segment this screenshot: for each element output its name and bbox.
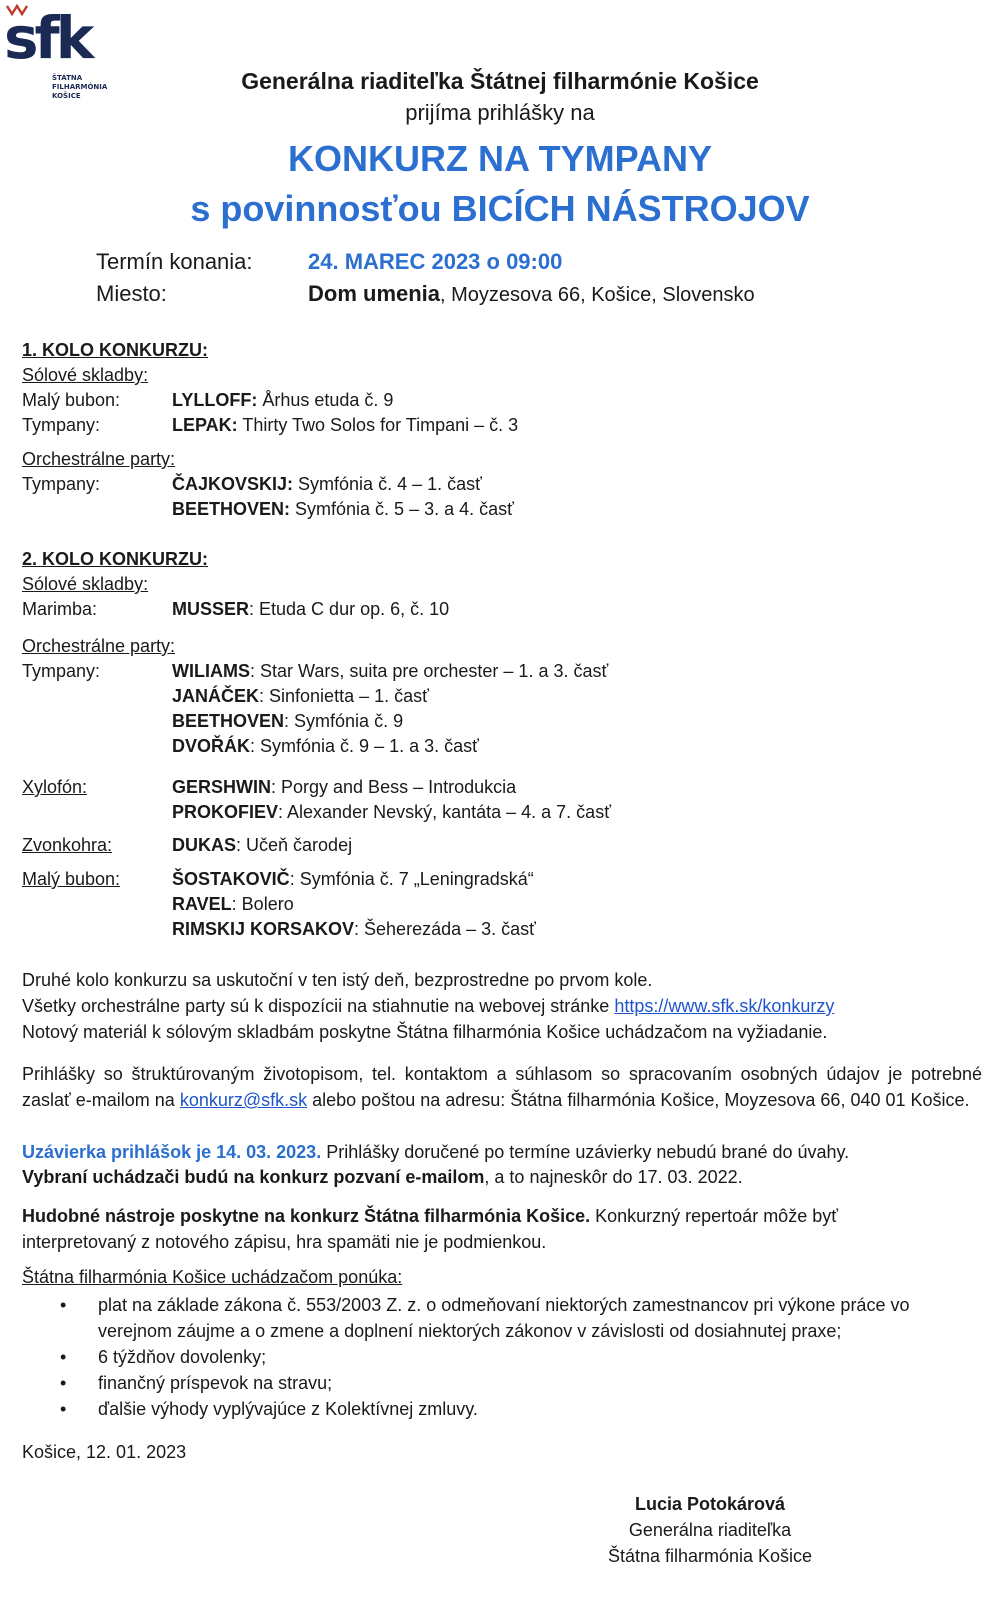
place-date: Košice, 12. 01. 2023	[22, 1442, 187, 1462]
work: Symfónia č. 5 – 3. a 4. časť	[290, 499, 514, 519]
round2-solo-heading: Sólové skladby:	[22, 574, 149, 594]
instruments-bold: Hudobné nástroje poskytne na konkurz Štátna filharmónia Košice.	[22, 1206, 591, 1226]
round1-solo-label-2: Tympany:	[22, 415, 101, 435]
round2-xylo-piece-1	[172, 777, 516, 798]
email-link[interactable]: konkurz@sfk.sk	[179, 1090, 308, 1110]
bullet-icon: •	[60, 1373, 67, 1393]
round1-solo-piece-2	[172, 415, 518, 436]
round2-timp-piece-4	[172, 736, 479, 757]
notes-line-3: Notový materiál k sólovým skladbám poskytne Štátna filharmónia Košice uchádzačom na vyžiadanie.	[22, 1022, 828, 1042]
instruments-paragraph	[22, 1203, 922, 1255]
composer: JANÁČEK	[172, 686, 260, 706]
logo-line-3: KOŠICE	[52, 92, 81, 100]
apply-paragraph	[22, 1061, 982, 1113]
composer: RIMSKIJ KORSAKOV	[172, 919, 355, 939]
round1-solo-label-1: Malý bubon:	[22, 390, 121, 410]
round2-heading: 2. KOLO KONKURZU:	[22, 549, 208, 569]
work: : Alexander Nevský, kantáta – 4. a 7. časť	[278, 802, 611, 822]
round2-snare-piece-1	[172, 869, 534, 890]
list-item	[22, 1370, 982, 1396]
header-intro: prijíma prihlášky na	[405, 100, 595, 125]
work: : Sinfonietta – 1. časť	[259, 686, 429, 706]
deadline-rest: Prihlášky doručené po termíne uzávierky nebudú brané do úvahy.	[321, 1142, 850, 1162]
work: Symfónia č. 4 – 1. časť	[293, 474, 482, 494]
notes-line-2-text: Všetky orchestrálne party sú k dispozícii na stiahnutie na webovej stránke	[22, 996, 615, 1016]
round2-snare-piece-2	[172, 894, 294, 915]
round1-solo-piece-1	[172, 390, 393, 411]
instruments-rest: Konkurzný repertoár môže byť interpretovaný z notového zápisu, hra spamäti nie je podmienkou.	[22, 1206, 838, 1252]
list-item	[22, 1344, 982, 1370]
page-title: KONKURZ NA TYMPANY	[288, 138, 712, 179]
work: : Symfónia č. 9	[284, 711, 404, 731]
work: : Symfónia č. 7 „Leningradská“	[289, 869, 534, 889]
work: : Bolero	[231, 894, 294, 914]
bullet-icon: •	[60, 1347, 67, 1367]
list-item	[22, 1292, 982, 1344]
round2-timp-piece-2	[172, 686, 429, 707]
composer: GERSHWIN	[172, 777, 271, 797]
place-value	[308, 279, 755, 310]
work: Århus etuda č. 9	[257, 390, 394, 410]
signature-org: Štátna filharmónia Košice	[607, 1546, 813, 1566]
round1-solo-heading: Sólové skladby:	[22, 365, 149, 385]
apply-text-2: alebo poštou na adresu: Štátna filharmónia Košice, Moyzesova 66, 040 01 Košice.	[307, 1090, 970, 1110]
composer: PROKOFIEV	[172, 802, 279, 822]
bullet-icon: •	[60, 1399, 67, 1419]
work: : Šeherezáda – 3. časť	[354, 919, 536, 939]
signature-role: Generálna riaditeľka	[628, 1520, 792, 1540]
composer: LEPAK:	[172, 415, 238, 435]
round2-timp-piece-3	[172, 711, 403, 732]
place-label: Miesto:	[96, 281, 167, 306]
round2-orch-heading: Orchestrálne party:	[22, 636, 176, 656]
deadline-line	[22, 1139, 984, 1165]
work: Thirty Two Solos for Timpani – č. 3	[237, 415, 519, 435]
bullet-icon: •	[60, 1295, 67, 1315]
composer: MUSSER	[172, 599, 250, 619]
round1-orch-piece-2	[172, 499, 514, 520]
signature-name: Lucia Potokárová	[634, 1494, 786, 1514]
notes-block	[22, 967, 984, 1045]
round2-glock-piece-1	[172, 835, 352, 856]
invite-bold: Vybraní uchádzači budú na konkurz pozvaní e-mailom	[22, 1167, 485, 1187]
list-item	[22, 1396, 982, 1422]
work: : Star Wars, suita pre orchester – 1. a 3. časť	[250, 661, 609, 681]
list-item-text: finančný príspevok na stravu;	[98, 1373, 333, 1393]
round2-xylo-label: Xylofón:	[22, 777, 88, 797]
konkurzy-link[interactable]: https://www.sfk.sk/konkurzy	[614, 996, 835, 1016]
invite-line	[22, 1164, 984, 1190]
work: : Porgy and Bess – Introdukcia	[271, 777, 517, 797]
work: : Učeň čarodej	[236, 835, 353, 855]
round1-orch-label: Tympany:	[22, 474, 101, 494]
round1-orch-piece-1	[172, 474, 482, 495]
round2-snare-label: Malý bubon:	[22, 869, 121, 889]
composer: RAVEL	[172, 894, 232, 914]
round2-snare-piece-3	[172, 919, 536, 940]
offer-list	[22, 1292, 982, 1422]
round2-timp-piece-1	[172, 661, 608, 682]
header-org: Generálna riaditeľka Štátnej filharmónie Košice	[241, 68, 759, 94]
round2-glock-label: Zvonkohra:	[22, 835, 113, 855]
composer: ŠOSTAKOVIČ	[172, 869, 290, 889]
place-venue: Dom umenia	[308, 281, 441, 306]
round2-xylo-piece-2	[172, 802, 611, 823]
composer: DUKAS	[172, 835, 237, 855]
list-item-text: 6 týždňov dovolenky;	[98, 1347, 267, 1367]
list-item-text: plat na základe zákona č. 553/2003 Z. z. o odmeňovaní niektorých zamestnancov pri výkone práce vo verejnom záujme a o zmene a doplnení niektorých zákonov v závislosti od dosiahnutej praxe;	[98, 1295, 910, 1341]
notes-line-2	[22, 993, 984, 1019]
composer: WILIAMS	[172, 661, 250, 681]
signature	[560, 1491, 860, 1569]
date-value: 24. MAREC 2023 o 09:00	[308, 249, 563, 274]
apply-text-1: Prihlášky so štruktúrovaným životopisom, tel. kontaktom a súhlasom so spracovaním osobných údajov je potrebné zaslať e-mailom na	[22, 1064, 982, 1110]
notes-line-1: Druhé kolo konkurzu sa uskutoční v ten istý deň, bezprostredne po prvom kole.	[22, 970, 653, 990]
work: : Etuda C dur op. 6, č. 10	[249, 599, 450, 619]
page-subtitle: s povinnosťou BICÍCH NÁSTROJOV	[190, 188, 810, 229]
work: : Symfónia č. 9 – 1. a 3. časť	[250, 736, 479, 756]
place-address: , Moyzesova 66, Košice, Slovensko	[440, 284, 755, 306]
round2-solo-piece	[172, 599, 449, 620]
round2-solo-label: Marimba:	[22, 599, 98, 619]
composer: LYLLOFF:	[172, 390, 258, 410]
logo-mark: sfk	[4, 4, 91, 72]
round1-heading: 1. KOLO KONKURZU:	[22, 340, 208, 360]
logo-line-2: FILHARMÓNIA	[52, 83, 108, 91]
invite-rest: , a to najneskôr do 17. 03. 2022.	[484, 1167, 743, 1187]
deadline-bold: Uzávierka prihlášok je 14. 03. 2023.	[22, 1142, 322, 1162]
logo-line-1: ŠTÁTNA	[52, 74, 83, 82]
offer-heading: Štátna filharmónia Košice uchádzačom ponúka:	[22, 1267, 403, 1287]
round2-timp-label: Tympany:	[22, 661, 101, 681]
date-label: Termín konania:	[96, 249, 253, 274]
composer: DVOŘÁK	[172, 736, 251, 756]
list-item-text: ďalšie výhody vyplývajúce z Kolektívnej zmluvy.	[98, 1399, 478, 1419]
composer: ČAJKOVSKIJ:	[172, 474, 294, 494]
composer: BEETHOVEN:	[172, 499, 291, 519]
composer: BEETHOVEN	[172, 711, 285, 731]
round1-orch-heading: Orchestrálne party:	[22, 449, 176, 469]
